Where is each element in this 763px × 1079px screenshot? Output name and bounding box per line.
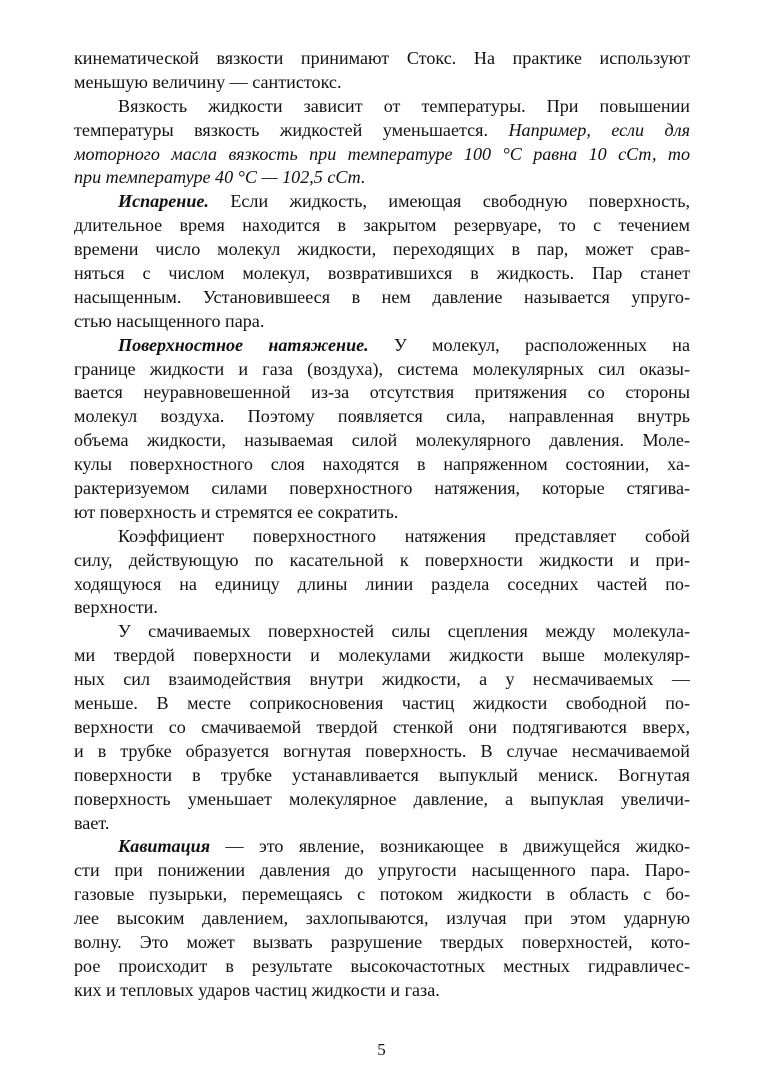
text-line: [74, 358, 690, 382]
text-segment: сти при понижении давления до упругости насыщенного пара. Паро-: [74, 860, 690, 881]
text-segment: волну. Это может вызвать разрушение твердых поверхностей, кото-: [74, 931, 690, 952]
italic-text: при температуре 40 °C — 102,5 сСт.: [74, 167, 366, 188]
text-segment: силу, действующую по касательной к поверхности жидкости и при-: [74, 549, 690, 570]
section-heading: Испарение.: [118, 191, 209, 212]
text-segment: газовые пузырьки, перемещаясь с потоком жидкости в область с бо-: [74, 884, 690, 905]
text-line: [74, 644, 690, 668]
text-line: [74, 931, 690, 955]
text-segment: рактеризуемом силами поверхностного натяжения, которые стягива-: [74, 478, 690, 499]
text-line: [74, 716, 690, 740]
text-segment: меньшую величину — сантистокс.: [74, 71, 342, 92]
text-line: [74, 71, 690, 95]
text-line: [74, 477, 690, 501]
text-line: [74, 286, 690, 310]
text-segment: Если жидкость, имеющая свободную поверхность,: [208, 191, 690, 212]
text-segment: поверхности в трубке устанавливается выпуклый мениск. Вогнутая: [74, 764, 690, 785]
text-line: [74, 812, 690, 836]
text-segment: ких и тепловых ударов частиц жидкости и газа.: [74, 979, 440, 1000]
text-line: [74, 310, 690, 334]
text-segment: объема жидкости, называемая силой молекулярного давления. Моле-: [74, 430, 690, 451]
section-heading: Поверхностное натяжение.: [118, 334, 369, 355]
text-line: [74, 47, 690, 71]
page-number: 5: [377, 1040, 386, 1059]
text-segment: У смачиваемых поверхностей силы сцепления между молекула-: [118, 621, 690, 642]
italic-text: моторного масла вязкость при температуре 100 °C равна 10 сСт, то: [74, 143, 690, 164]
text-segment: температуры вязкость жидкостей уменьшается.: [74, 119, 509, 140]
text-line: [74, 764, 690, 788]
text-line: [74, 95, 690, 119]
text-segment: ходящуюся на единицу длины линии раздела соседних частей по-: [74, 573, 690, 594]
text-segment: кинематической вязкости принимают Стокс. На практике используют: [74, 48, 690, 68]
text-line: [74, 549, 690, 573]
text-line: [74, 740, 690, 764]
text-line: [74, 262, 690, 286]
text-segment: ют поверхность и стремятся ее сократить.: [74, 501, 399, 522]
text-line: [74, 214, 690, 238]
italic-text: Например, если для: [508, 119, 690, 140]
text-segment: стью насыщенного пара.: [74, 310, 265, 331]
text-segment: насыщенным. Установившееся в нем давление называется упруго-: [74, 286, 690, 307]
text-segment: и в трубке образуется вогнутая поверхность. В случае несмачиваемой: [74, 740, 690, 761]
text-line: [74, 119, 690, 143]
text-segment: вает.: [74, 812, 110, 833]
text-line: [74, 979, 690, 1003]
document-body: [74, 47, 690, 1003]
text-line: [74, 453, 690, 477]
text-segment: няться с числом молекул, возвратившихся в жидкость. Пар станет: [74, 263, 690, 284]
text-segment: кулы поверхностного слоя находятся в напряженном состоянии, ха-: [74, 454, 690, 475]
text-segment: поверхность уменьшает молекулярное давление, а выпуклая увеличи-: [74, 788, 690, 809]
text-line: [74, 859, 690, 883]
text-line: [74, 955, 690, 979]
text-segment: У молекул, расположенных на: [368, 334, 690, 355]
text-segment: лее высоким давлением, захлопываются, излучая при этом ударную: [74, 908, 690, 929]
text-line: [74, 190, 690, 214]
text-line: [74, 525, 690, 549]
text-line: [74, 883, 690, 907]
text-line: [74, 573, 690, 597]
text-segment: верхности.: [74, 597, 158, 618]
text-line: [74, 334, 690, 358]
text-line: [74, 429, 690, 453]
text-segment: молекул воздуха. Поэтому появляется сила, направленная внутрь: [74, 406, 690, 427]
text-segment: границе жидкости и газа (воздуха), система молекулярных сил оказы-: [74, 358, 690, 379]
text-segment: ных сил взаимодействия внутри жидкости, а у несмачиваемых —: [74, 669, 690, 690]
text-segment: верхности со смачиваемой твердой стенкой они подтягиваются вверх,: [74, 716, 690, 737]
text-segment: — это явление, возникающее в движущейся жидко-: [210, 836, 690, 857]
text-segment: вается неуравновешенной из-за отсутствия притяжения со стороны: [74, 382, 690, 403]
text-segment: ми твердой поверхности и молекулами жидкости выше молекуляр-: [74, 645, 690, 666]
text-line: [74, 405, 690, 429]
text-line: [74, 907, 690, 931]
text-line: [74, 238, 690, 262]
text-line: [74, 835, 690, 859]
text-line: [74, 166, 690, 190]
text-segment: меньше. В месте соприкосновения частиц жидкости свободной по-: [74, 693, 690, 714]
text-segment: времени число молекул жидкости, переходящих в пар, может срав-: [74, 239, 690, 260]
text-segment: рое происходит в результате высокочастотных местных гидравличес-: [74, 955, 690, 976]
text-line: [74, 143, 690, 167]
text-line: [74, 668, 690, 692]
text-segment: длительное время находится в закрытом резервуаре, то с течением: [74, 215, 690, 236]
text-line: [74, 620, 690, 644]
text-line: [74, 788, 690, 812]
text-line: [74, 692, 690, 716]
text-line: [74, 596, 690, 620]
text-segment: Вязкость жидкости зависит от температуры. При повышении: [118, 95, 690, 116]
text-line: [74, 501, 690, 525]
section-heading: Кавитация: [118, 836, 211, 857]
text-line: [74, 381, 690, 405]
text-segment: Коэффициент поверхностного натяжения представляет собой: [118, 525, 690, 546]
